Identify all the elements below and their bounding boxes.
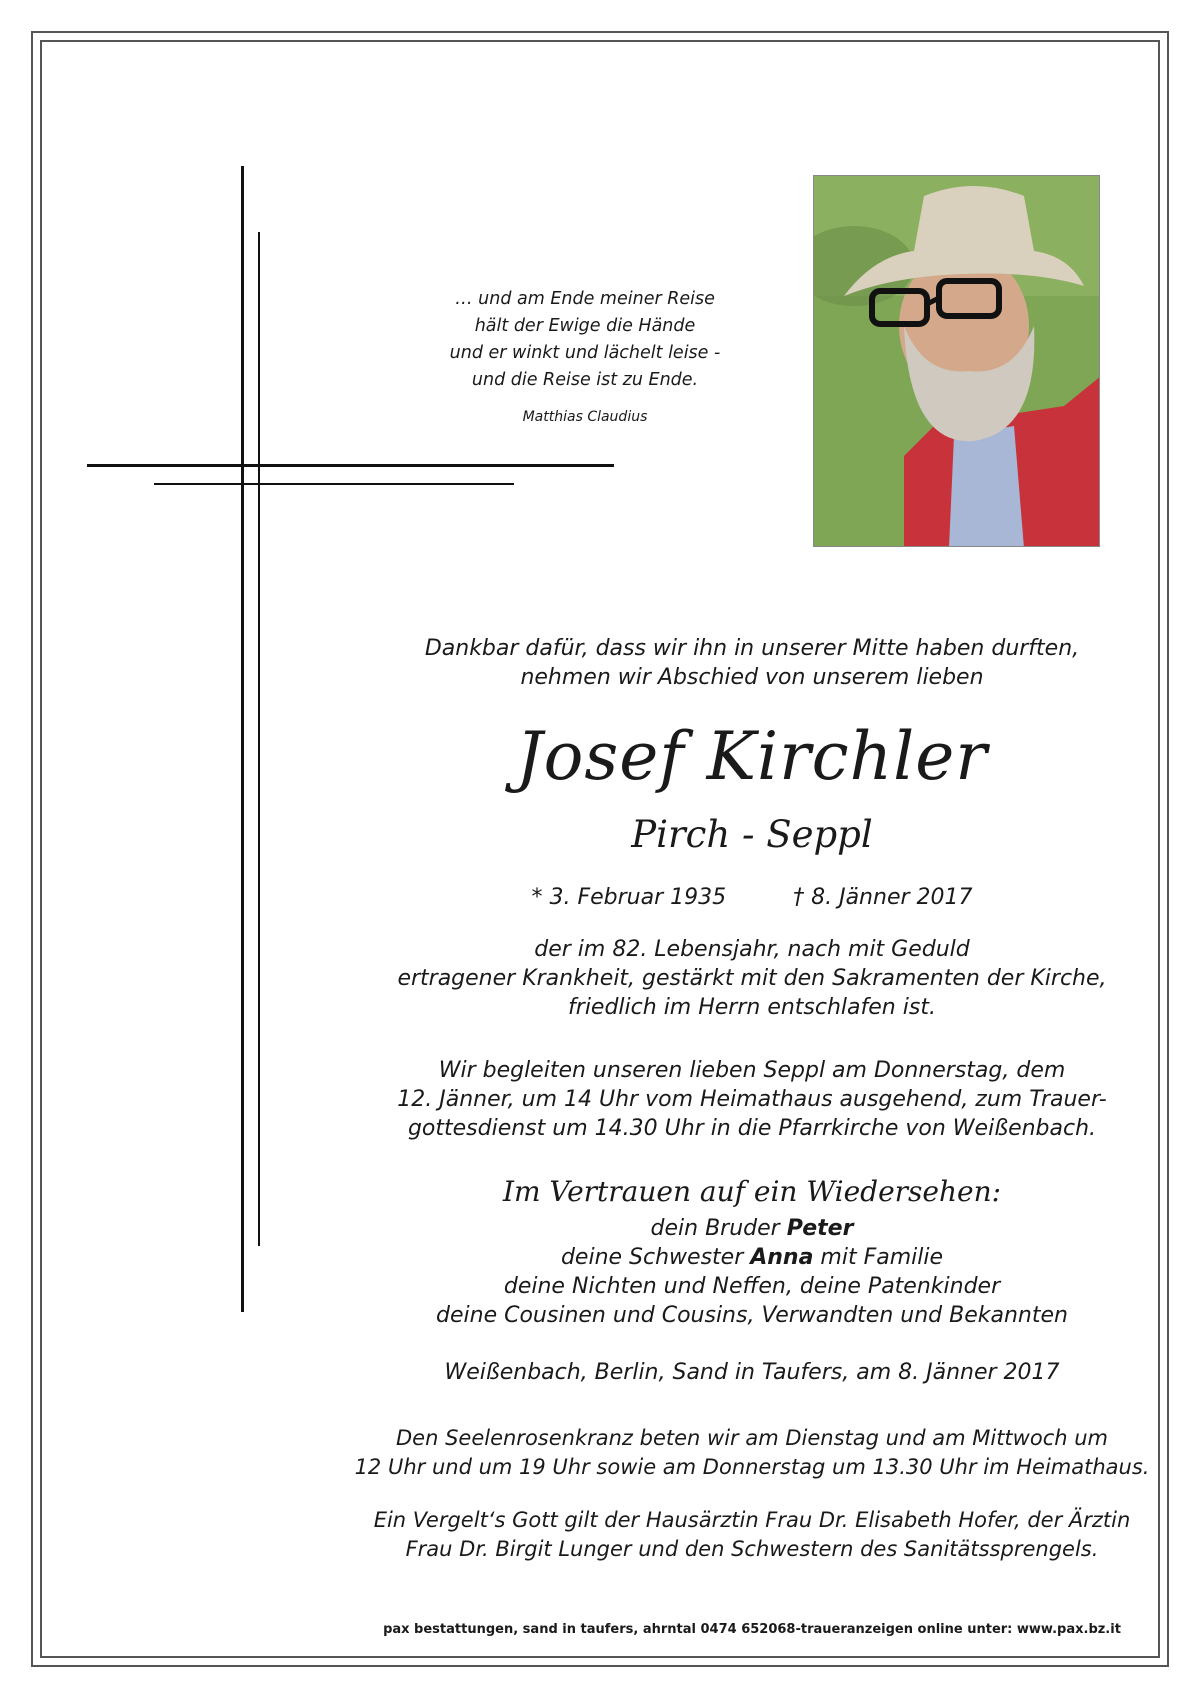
mourner-relation: dein Bruder xyxy=(650,1216,787,1241)
intro-line: nehmen wir Abschied von unserem lieben xyxy=(520,665,984,690)
mourner-line xyxy=(352,1214,1152,1243)
mourners-list xyxy=(352,1214,1152,1330)
text-line: Den Seelenrosenkranz beten wir am Dienstag und am Mittwoch um xyxy=(396,1426,1108,1450)
quote-line: … und am Ende meiner Reise xyxy=(455,289,715,309)
quote-line: und er winkt und lächelt leise - xyxy=(449,343,721,363)
mourner-line: deine Cousinen und Cousins, Verwandten und Bekannten xyxy=(436,1303,1068,1328)
footer-imprint: pax bestattungen, sand in taufers, ahrntal 0474 652068-traueranzeigen online unter: www.pax.bz.it xyxy=(383,1622,1121,1637)
mourner-name: Anna xyxy=(750,1245,814,1270)
quote-line: und die Reise ist zu Ende. xyxy=(471,370,699,390)
paragraph-thanks xyxy=(352,1506,1152,1564)
text-line: Frau Dr. Birgit Lunger und den Schwestern des Sanitätssprengels. xyxy=(405,1537,1099,1561)
paragraph-passing xyxy=(352,935,1152,1022)
portrait-photo xyxy=(813,175,1100,547)
text-line: Wir begleiten unseren lieben Seppl am Donnerstag, dem xyxy=(438,1058,1066,1083)
mourner-line xyxy=(352,1243,1152,1272)
intro-text xyxy=(352,634,1152,692)
life-dates xyxy=(352,883,1152,913)
nickname: Pirch - Seppl xyxy=(631,813,873,856)
paragraph-rosary xyxy=(352,1424,1152,1482)
death-date: † 8. Jänner 2017 xyxy=(793,885,973,910)
mourner-relation: deine Schwester xyxy=(560,1245,751,1270)
paragraph-funeral xyxy=(352,1056,1152,1143)
text-line: der im 82. Lebensjahr, nach mit Geduld xyxy=(534,937,970,962)
quote xyxy=(390,286,780,431)
place-date: Weißenbach, Berlin, Sand in Taufers, am 8. Jänner 2017 xyxy=(444,1360,1060,1385)
mourner-suffix: mit Familie xyxy=(813,1245,944,1270)
birth-date: * 3. Februar 1935 xyxy=(531,885,727,910)
mourners-heading: Im Vertrauen auf ein Wiedersehen: xyxy=(502,1175,1002,1208)
deceased-name: Josef Kirchler xyxy=(516,718,988,795)
mourner-line: deine Nichten und Neffen, deine Patenkinder xyxy=(503,1274,1001,1299)
text-line: friedlich im Herrn entschlafen ist. xyxy=(568,995,936,1020)
text-line: 12. Jänner, um 14 Uhr vom Heimathaus ausgehend, zum Trauer- xyxy=(397,1087,1107,1112)
text-line: 12 Uhr und um 19 Uhr sowie am Donnerstag um 13.30 Uhr im Heimathaus. xyxy=(354,1455,1150,1479)
quote-author: Matthias Claudius xyxy=(522,409,648,425)
text-line: ertragener Krankheit, gestärkt mit den Sakramenten der Kirche, xyxy=(397,966,1107,991)
text-line: gottesdienst um 14.30 Uhr in die Pfarrkirche von Weißenbach. xyxy=(407,1116,1097,1141)
text-line: Ein Vergelt‘s Gott gilt der Hausärztin Frau Dr. Elisabeth Hofer, der Ärztin xyxy=(373,1508,1131,1532)
quote-line: hält der Ewige die Hände xyxy=(474,316,696,336)
mourner-name: Peter xyxy=(786,1216,854,1241)
intro-line: Dankbar dafür, dass wir ihn in unserer Mitte haben durften, xyxy=(424,636,1080,661)
